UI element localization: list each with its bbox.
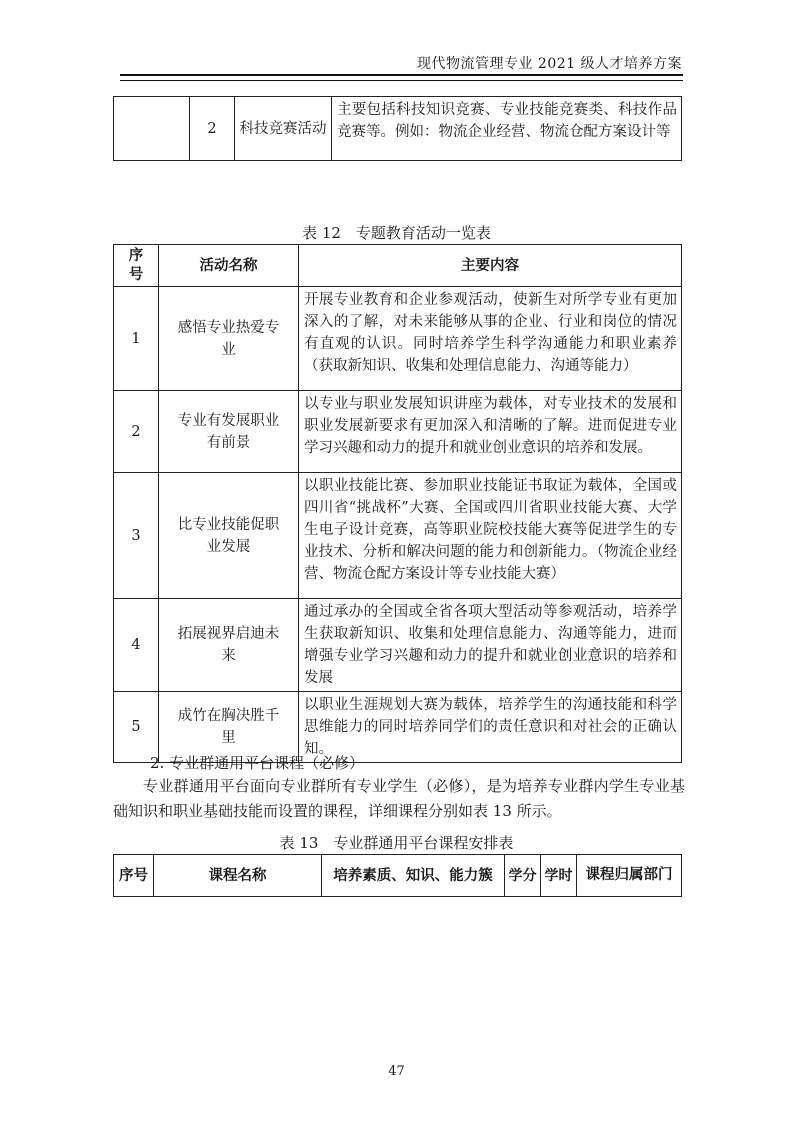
header-rule-thick	[120, 74, 683, 76]
activity-name: 感悟专业热爱专业	[159, 287, 299, 391]
activity-content: 通过承办的全国或全省各项大型活动等参观活动，培养学生获取新知识、收集和处理信息能力、沟通等能力，进而增强专业学习兴趣和动力的提升和就业创业意识的培养和发展	[299, 599, 682, 692]
row-number: 5	[114, 692, 159, 763]
table-header-row	[114, 245, 682, 287]
header-credit: 学分	[505, 855, 541, 897]
activity-content: 开展专业教育和企业参观活动，使新生对所学专业有更加深入的了解，对未来能够从事的企业、行业和岗位的情况有直观的认识。同时培养学生科学沟通能力和职业素养（获取新知识、收集和处理信息能力、沟通等能力）	[299, 287, 682, 391]
header-department: 课程归属部门	[577, 855, 682, 897]
header-content: 主要内容	[299, 245, 682, 287]
row-number: 1	[114, 287, 159, 391]
header-cluster: 培养素质、知识、能力簇	[322, 855, 505, 897]
running-header: 现代物流管理专业 2021 级人才培养方案	[416, 56, 682, 72]
header-rule-thin	[120, 80, 683, 81]
header-no: 序号	[114, 855, 154, 897]
activity-name: 拓展视界启迪未来	[159, 599, 299, 692]
table-row	[114, 287, 682, 391]
activity-name: 专业有发展职业有前景	[159, 391, 299, 473]
row-number: 2	[190, 97, 235, 161]
activity-name: 比专业技能促职业发展	[159, 473, 299, 599]
row-number: 3	[114, 473, 159, 599]
section-heading: 2. 专业群通用平台课程（必修）	[150, 754, 365, 772]
table-row	[114, 473, 682, 599]
table13-caption: 表 13 专业群通用平台课程安排表	[279, 834, 514, 852]
activity-content: 以职业生涯规划大赛为载体，培养学生的沟通技能和科学思维能力的同时培养同学们的责任意识和对社会的正确认知。	[299, 692, 682, 763]
table-row	[114, 599, 682, 692]
header-name: 活动名称	[159, 245, 299, 287]
activity-content: 主要包括科技知识竞赛、专业技能竞赛类、科技作品竞赛等。例如：物流企业经营、物流仓配方案设计等	[332, 97, 682, 161]
header-course-name: 课程名称	[154, 855, 322, 897]
empty-cell	[114, 97, 190, 161]
table13	[113, 854, 682, 897]
activity-content: 以专业与职业发展知识讲座为载体，对专业技术的发展和职业发展新要求有更加深入和清晰的了解。进而促进专业学习兴趣和动力的提升和就业创业意识的培养和发展。	[299, 391, 682, 473]
table-header-row	[114, 855, 682, 897]
page-number: 47	[388, 1064, 405, 1079]
table12	[113, 244, 682, 763]
table-row	[114, 391, 682, 473]
table12-caption: 表 12 专题教育活动一览表	[302, 224, 491, 242]
row-number: 4	[114, 599, 159, 692]
section-paragraph: 专业群通用平台面向专业群所有专业学生（必修），是为培养专业群内学生专业基础知识和职业基础技能而设置的课程，详细课程分别如表 13 所示。	[113, 777, 685, 820]
continued-table	[113, 96, 682, 161]
table-row	[114, 97, 682, 161]
header-no: 序号	[114, 245, 159, 287]
activity-name: 科技竞赛活动	[235, 97, 332, 161]
activity-content: 以职业技能比赛、参加职业技能证书取证为载体，全国或四川省“挑战杯”大赛、全国或四川省职业技能大赛、大学生电子设计竞赛，高等职业院校技能大赛等促进学生的专业技术、分析和解决问题的能力和创新能力。（物流企业经营、物流仓配方案设计等专业技能大赛）	[299, 473, 682, 599]
activity-name: 成竹在胸决胜千里	[159, 692, 299, 763]
row-number: 2	[114, 391, 159, 473]
header-hours: 学时	[541, 855, 577, 897]
